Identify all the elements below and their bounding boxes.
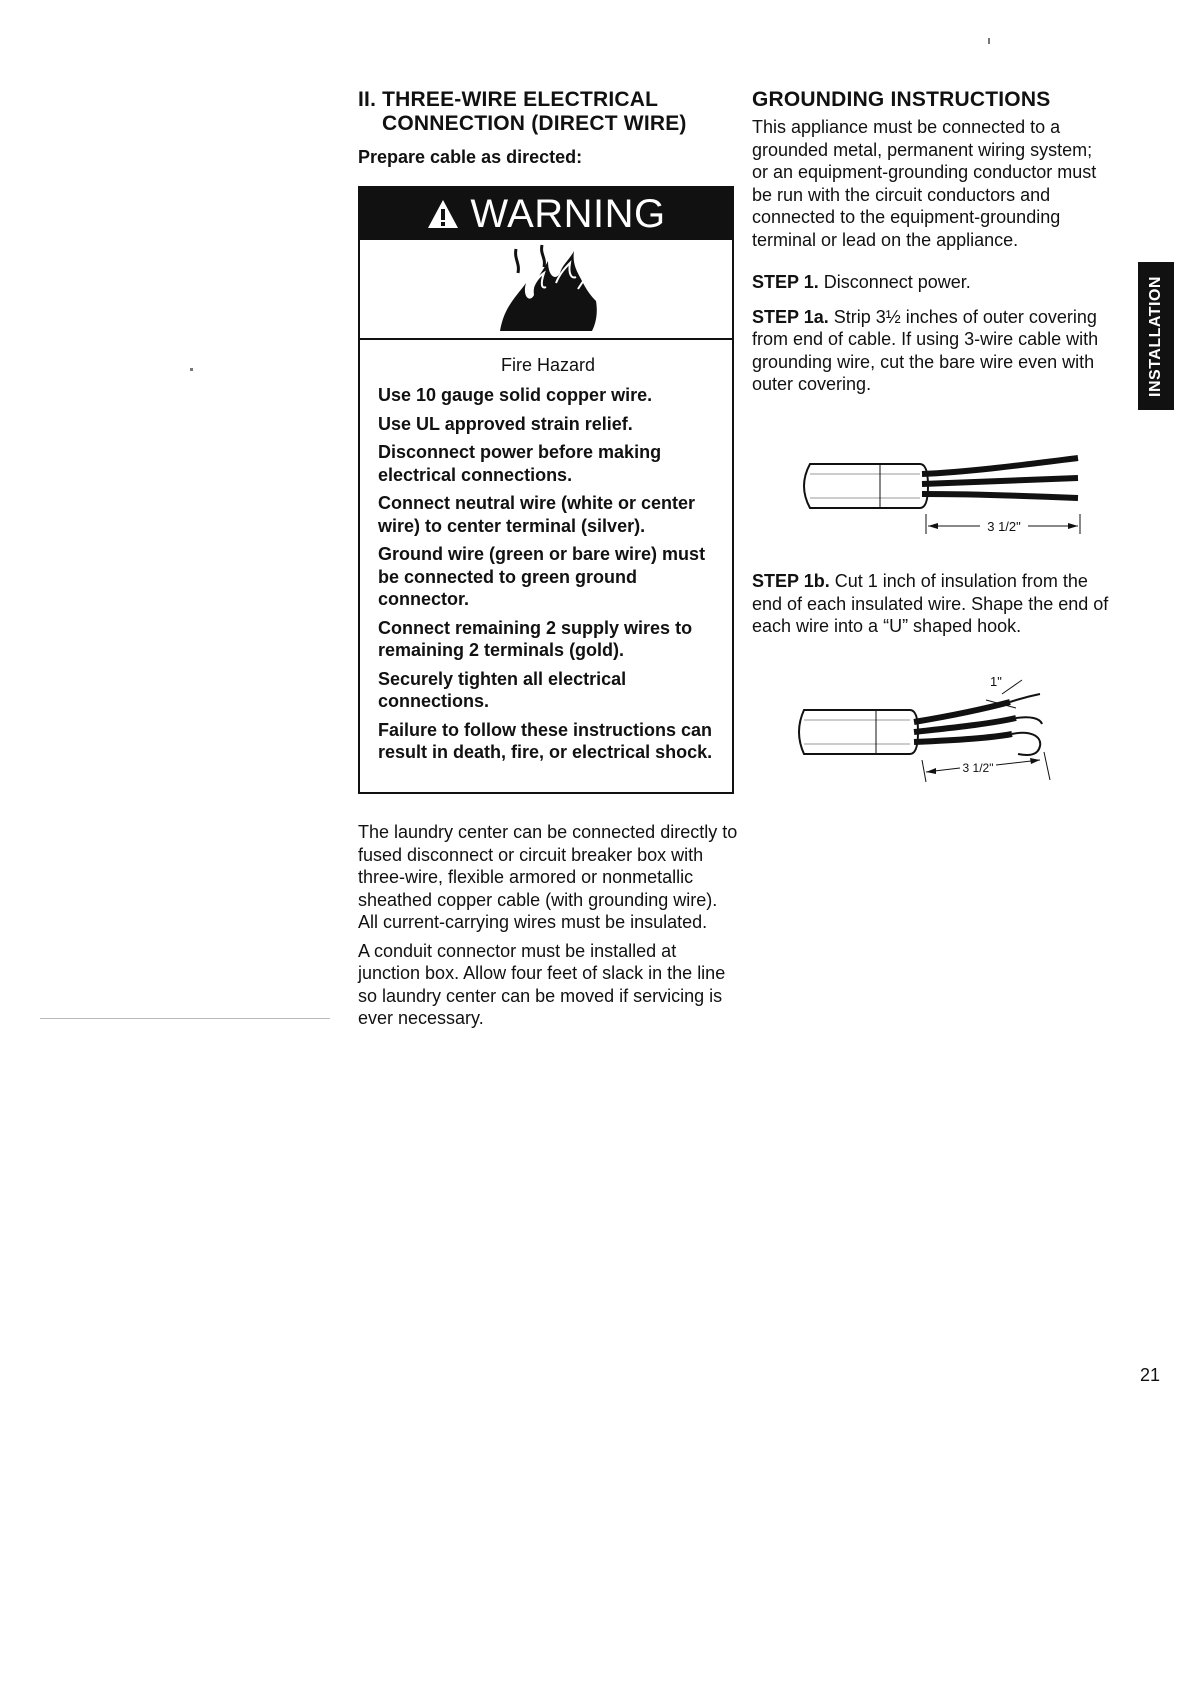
section-heading-line-1: II. THREE-WIRE ELECTRICAL bbox=[358, 88, 659, 111]
section-header bbox=[358, 88, 738, 168]
fig1-dimension-label: 3 1/2" bbox=[987, 519, 1021, 534]
step-1a-text: Strip 3½ inches of outer covering from end of cable. If using 3-wire cable with grounding wire, cut the bare wire even with outer covering. bbox=[752, 306, 1099, 394]
warning-item: Use 10 gauge solid copper wire. bbox=[378, 385, 653, 405]
warning-triangle-icon bbox=[426, 198, 460, 230]
warning-banner-text: WARNING bbox=[470, 192, 666, 236]
fire-hazard-symbol bbox=[360, 240, 732, 340]
grounding-section bbox=[752, 88, 1112, 636]
warning-banner bbox=[360, 188, 732, 240]
step-1b-text: Cut 1 inch of insulation from the end of each insulated wire. Shape the end of each wire into a “U” shaped hook. bbox=[752, 571, 1109, 636]
body-paragraphs bbox=[358, 821, 738, 1036]
fig2-strip-dimension-label: 1" bbox=[990, 674, 1002, 689]
warning-item: Use UL approved strain relief. bbox=[378, 413, 633, 434]
fig2-cable-dimension-label: 3 1/2" bbox=[962, 761, 994, 775]
grounding-text: This appliance must be connected to a grounded metal, permanent wiring system; or an equipment-grounding conductor must be run with the circuit conductors and connected to the equipment-grounding terminal or lead on the appliance. bbox=[752, 117, 1097, 250]
warning-item: Failure to follow these instructions can result in death, fire, or electrical shock. bbox=[378, 719, 713, 762]
scan-speck bbox=[190, 368, 193, 371]
scan-speck bbox=[988, 38, 990, 44]
warning-item: Ground wire (green or bare wire) must be connected to green ground connector. bbox=[378, 544, 706, 609]
step-1a bbox=[752, 306, 1112, 396]
side-tab-label: INSTALLATION bbox=[1147, 275, 1164, 397]
warning-text bbox=[360, 340, 732, 764]
warning-item: Disconnect power before making electrical connections. bbox=[378, 442, 662, 485]
wire-hook-diagram bbox=[790, 672, 1090, 797]
fire-hazard-title: Fire Hazard bbox=[500, 355, 596, 375]
step-1-label: STEP 1. bbox=[752, 272, 819, 292]
step-1a-label: STEP 1a. bbox=[752, 306, 829, 327]
step-1-text: Disconnect power. bbox=[823, 272, 971, 292]
body-paragraph-1: The laundry center can be connected directly to fused disconnect or circuit breaker box with three-wire, flexible armored or nonmetallic sheathed copper cable (with grounding wire). All current-carrying wires must be insulated. bbox=[358, 822, 738, 932]
flame-icon bbox=[486, 243, 606, 335]
cable-strip-diagram bbox=[790, 452, 1090, 544]
section-heading bbox=[358, 88, 738, 136]
step-1b-label: STEP 1b. bbox=[752, 571, 830, 591]
warning-box bbox=[358, 186, 734, 794]
body-paragraph-2: A conduit connector must be installed at junction box. Allow four feet of slack in the line so laundry center can be moved if servicing is ever necessary. bbox=[358, 940, 726, 1028]
grounding-heading: GROUNDING INSTRUCTIONS bbox=[752, 88, 1051, 111]
warning-item: Securely tighten all electrical connections. bbox=[378, 668, 627, 711]
scan-noise bbox=[40, 1018, 330, 1019]
warning-item: Connect neutral wire (white or center wire) to center terminal (silver). bbox=[378, 493, 696, 536]
page-number: 21 bbox=[1140, 1365, 1161, 1385]
warning-item: Connect remaining 2 supply wires to remaining 2 terminals (gold). bbox=[378, 617, 693, 660]
installation-side-tab bbox=[1138, 262, 1174, 410]
step-1 bbox=[752, 271, 1112, 294]
step-1b bbox=[752, 570, 1112, 638]
section-heading-line-2: CONNECTION (DIRECT WIRE) bbox=[382, 112, 687, 135]
section-subheading: Prepare cable as directed: bbox=[358, 147, 583, 167]
